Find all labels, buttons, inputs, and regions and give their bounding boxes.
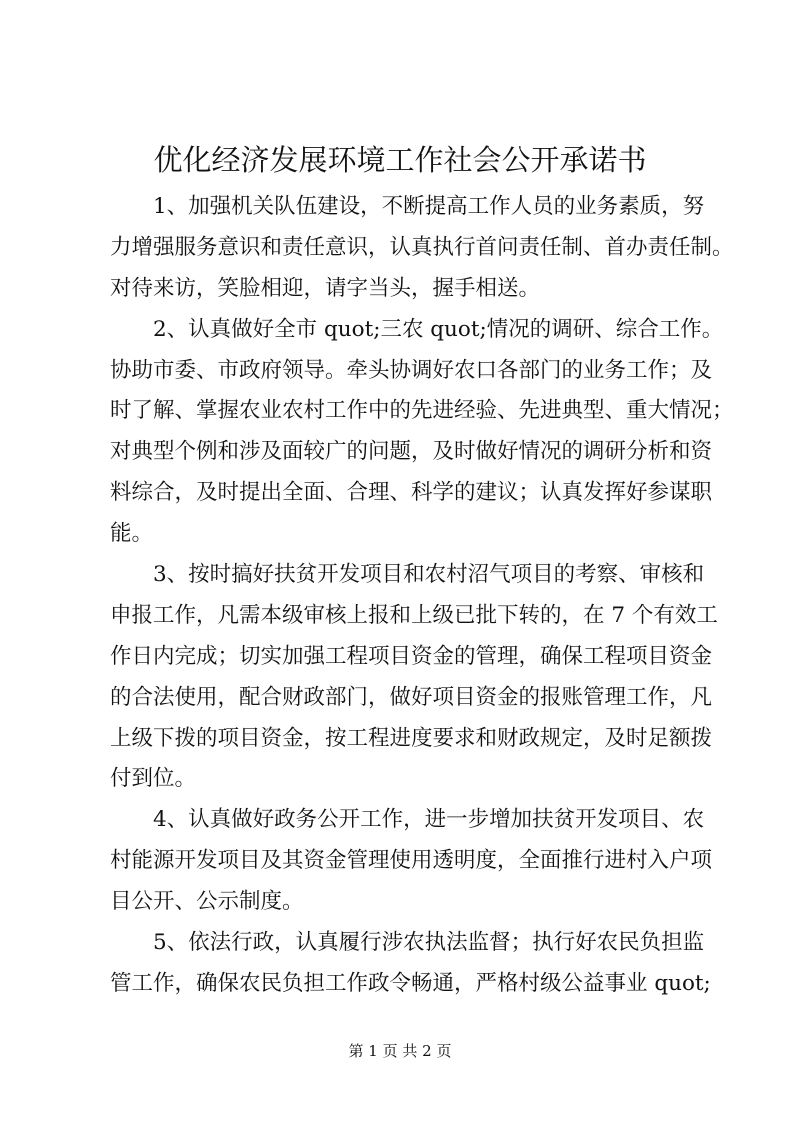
paragraph-1-line-3: 对待来访，笑脸相迎，请字当头，握手相送。 — [110, 275, 541, 301]
document-body — [110, 187, 734, 1005]
paragraph-4-line-1: 4、认真做好政务公开工作，进一步增加扶贫开发项目、农 — [153, 807, 705, 833]
document-title: 优化经济发展环境工作社会公开承诺书 — [153, 143, 647, 177]
paragraph-2-line-4: 对典型个例和涉及面较广的问题，及时做好情况的调研分析和资 — [110, 439, 713, 465]
paragraph-4-line-3: 目公开、公示制度。 — [110, 889, 304, 915]
paragraph-2-line-2: 协助市委、市政府领导。牵头协调好农口各部门的业务工作；及 — [110, 357, 713, 383]
paragraph-2-line-6: 能。 — [110, 521, 154, 547]
paragraph-2-line-1: 2、认真做好全市 quot;三农 quot;情况的调研、综合工作。 — [153, 316, 724, 342]
paragraph-3-line-1: 3、按时搞好扶贫开发项目和农村沼气项目的考察、审核和 — [153, 562, 705, 588]
paragraph-4-line-2: 村能源开发项目及其资金管理使用透明度，全面推行进村入户项 — [110, 848, 713, 874]
paragraph-1-line-2: 力增强服务意识和责任意识，认真执行首问责任制、首办责任制。 — [110, 234, 734, 260]
paragraph-5-line-1: 5、依法行政，认真履行涉农执法监督；执行好农民负担监 — [153, 930, 705, 956]
paragraph-3-line-6: 付到位。 — [110, 766, 197, 792]
page-number: 第 1 页 共 2 页 — [348, 1042, 452, 1060]
paragraph-2-line-3: 时了解、掌握农业农村工作中的先进经验、先进典型、重大情况； — [110, 398, 734, 424]
paragraph-3-line-5: 上级下拨的项目资金，按工程进度要求和财政规定，及时足额拨 — [110, 725, 713, 751]
paragraph-1-line-1: 1、加强机关队伍建设，不断提高工作人员的业务素质，努 — [153, 194, 705, 219]
paragraph-5-line-2: 管工作，确保农民负担工作政令畅通，严格村级公益事业 quot; — [110, 970, 711, 996]
paragraph-3-line-3: 作日内完成；切实加强工程项目资金的管理，确保工程项目资金 — [110, 643, 713, 669]
paragraph-2-line-5: 料综合，及时提出全面、合理、科学的建议；认真发挥好参谋职 — [110, 480, 713, 506]
paragraph-3-line-4: 的合法使用，配合财政部门，做好项目资金的报账管理工作，凡 — [110, 684, 713, 710]
paragraph-3-line-2: 申报工作，凡需本级审核上报和上级已批下转的，在 7 个有效工 — [110, 602, 718, 628]
